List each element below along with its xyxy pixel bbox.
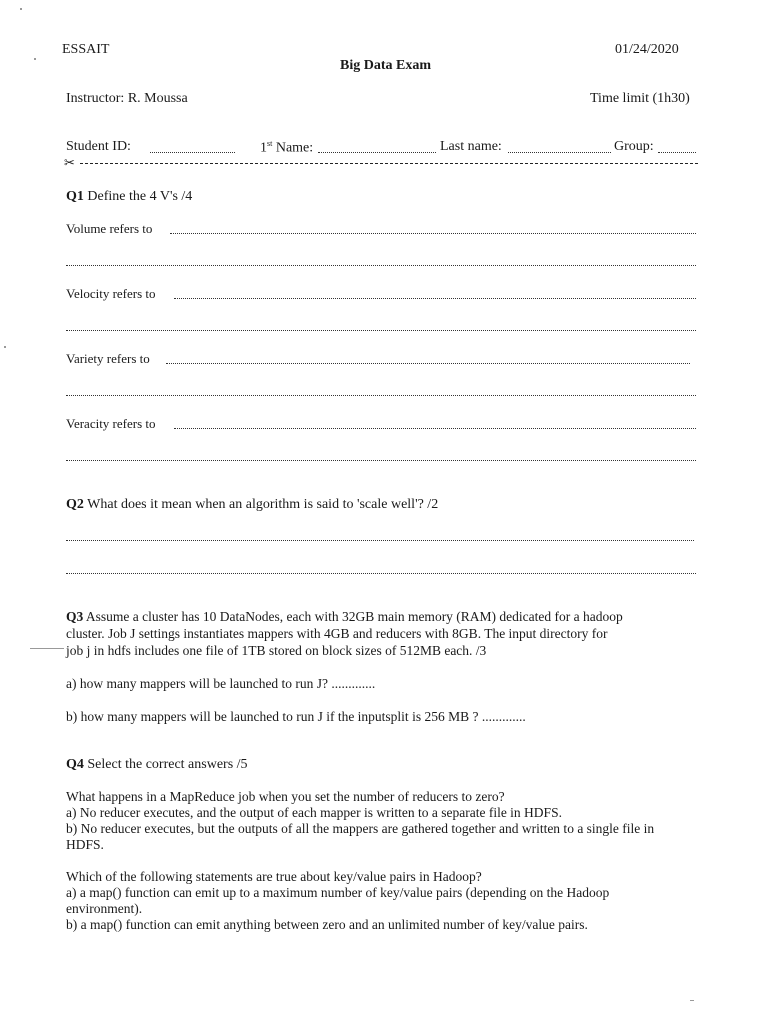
veracity-label: Veracity refers to [66, 416, 156, 431]
first-name-field[interactable] [318, 152, 436, 153]
scan-speck [690, 1000, 694, 1001]
q4-prompt: Q4 Select the correct answers /5 [66, 757, 248, 772]
pen-mark [30, 648, 64, 649]
page-title: Big Data Exam [340, 58, 431, 73]
variety-answer-line[interactable] [166, 363, 690, 364]
cut-line [80, 163, 698, 164]
q2-prompt: Q2 What does it mean when an algorithm is said to 'scale well'? /2 [66, 497, 439, 512]
scan-speck [20, 8, 22, 10]
veracity-answer-line[interactable] [174, 428, 696, 429]
q4-s1-option-b-cont: HDFS. [66, 837, 104, 852]
q3-line-3: job j in hdfs includes one file of 1TB stored on block sizes of 512MB each. /3 [66, 643, 487, 658]
q3-line-2: cluster. Job J settings instantiates mappers with 4GB and reducers with 8GB. The input directory for [66, 626, 608, 641]
last-name-field[interactable] [508, 152, 611, 153]
exam-date: 01/24/2020 [615, 42, 679, 57]
instructor-label: Instructor: R. Moussa [66, 91, 188, 106]
q3-part-a: a) how many mappers will be launched to run J? ............. [66, 676, 376, 691]
q3-part-b: b) how many mappers will be launched to run J if the inputsplit is 256 MB ? ............. [66, 709, 526, 724]
q4-s1-option-a[interactable]: a) No reducer executes, and the output of each mapper is written to a separate file in HDFS. [66, 805, 562, 820]
q2-answer-line-1[interactable] [66, 540, 694, 541]
scan-speck [4, 346, 6, 348]
volume-answer-line-2[interactable] [66, 265, 696, 266]
time-limit-label: Time limit (1h30) [590, 91, 690, 106]
first-name-label: 1st Name: [260, 139, 314, 156]
q4-s2-question: Which of the following statements are true about key/value pairs in Hadoop? [66, 869, 482, 884]
q3-line-1: Q3 Assume a cluster has 10 DataNodes, each with 32GB main memory (RAM) dedicated for a hadoop [66, 609, 623, 624]
q4-s2-option-a-cont: environment). [66, 901, 143, 916]
q4-s1-question: What happens in a MapReduce job when you set the number of reducers to zero? [66, 789, 505, 804]
q4-s1-option-b[interactable]: b) No reducer executes, but the outputs of all the mappers are gathered together and written to a single file in [66, 821, 655, 836]
volume-label: Volume refers to [66, 221, 153, 236]
variety-answer-line-2[interactable] [66, 395, 696, 396]
student-id-label: Student ID: [66, 139, 131, 154]
veracity-answer-line-2[interactable] [66, 460, 696, 461]
group-label: Group: [614, 139, 654, 154]
scan-speck [34, 58, 36, 60]
scissors-icon: ✂ [64, 155, 75, 170]
volume-answer-line[interactable] [170, 233, 696, 234]
last-name-label: Last name: [440, 139, 502, 154]
velocity-answer-line-2[interactable] [66, 330, 696, 331]
q4-s2-option-b[interactable]: b) a map() function can emit anything between zero and an unlimited number of key/value pairs. [66, 917, 588, 932]
q1-prompt: Q1 Define the 4 V's /4 [66, 189, 193, 204]
velocity-answer-line[interactable] [174, 298, 696, 299]
student-id-field[interactable] [150, 152, 235, 153]
q4-s2-option-a[interactable]: a) a map() function can emit up to a maximum number of key/value pairs (depending on the Hadoop [66, 885, 610, 900]
q2-answer-line-2[interactable] [66, 573, 696, 574]
school-name: ESSAIT [62, 42, 110, 57]
velocity-label: Velocity refers to [66, 286, 156, 301]
group-field[interactable] [658, 152, 696, 153]
variety-label: Variety refers to [66, 351, 150, 366]
